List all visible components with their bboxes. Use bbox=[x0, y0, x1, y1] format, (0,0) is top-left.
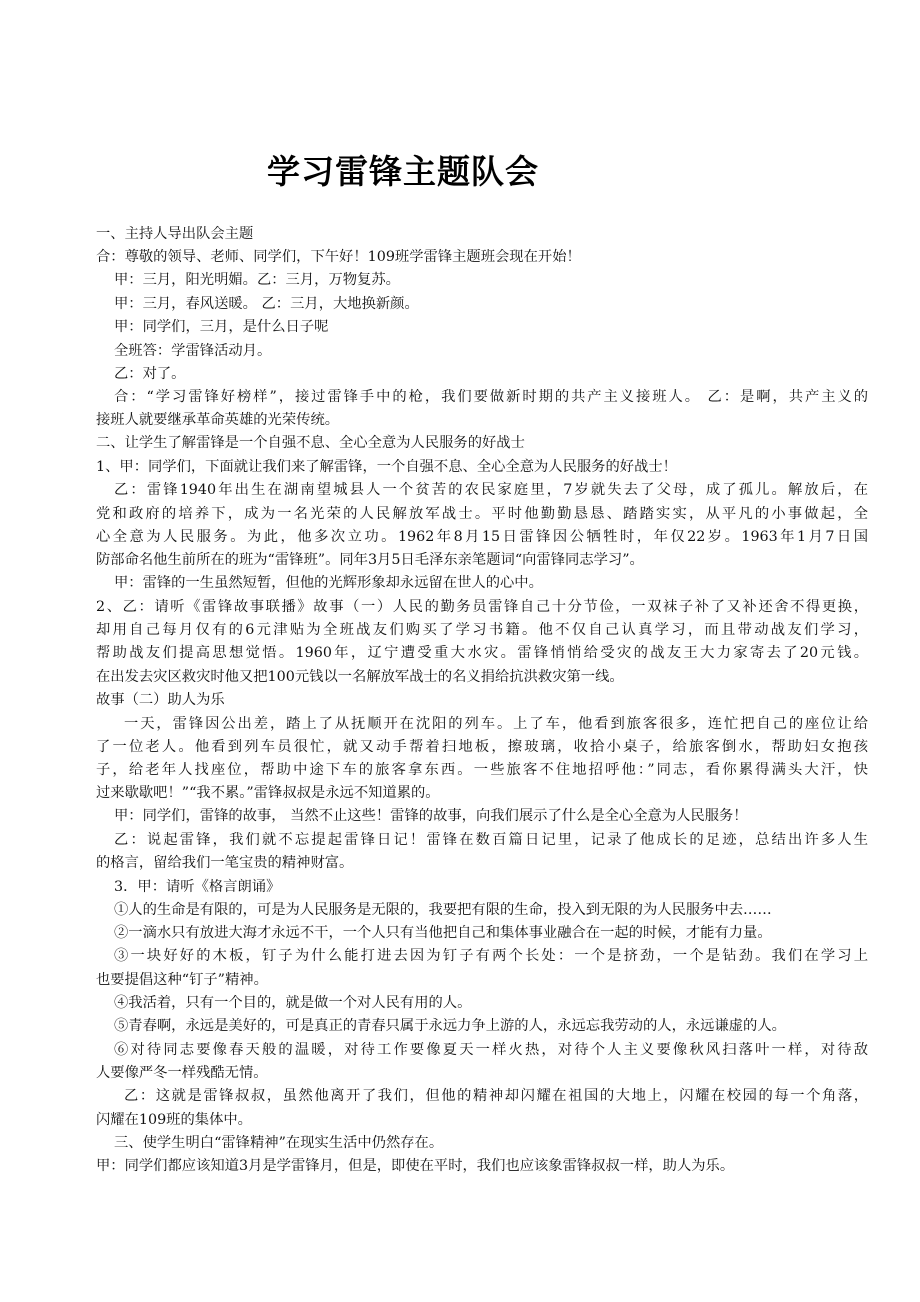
motto-line: ⑤青春啊，永远是美好的，可是真正的青春只属于永远力争上游的人，永远忘我劳动的人，永远谦虚的人。 bbox=[114, 1018, 786, 1034]
text-line: 3．甲：请听《格言朗诵》 bbox=[114, 879, 281, 895]
text-line: 过来歇歇吧！”“我不累。”雷锋叔叔是永远不知道累的。 bbox=[96, 785, 440, 801]
text-line: 党和政府的培养下，成为一名光荣的人民解放军战士。平时他勤勤恳恳、踏踏实实，从平凡的小事做起，全 bbox=[96, 506, 868, 522]
text-line: 子，给老年人找座位，帮助中途下车的旅客拿东西。一些旅客不住地招呼他：”同志，看你累得满头大汗，快 bbox=[96, 762, 868, 778]
text-line: 一天，雷锋因公出差，踏上了从抚顺开在沈阳的列车。上了车，他看到旅客很多，连忙把自己的座位让给 bbox=[124, 716, 868, 732]
text-line: 1、甲：同学们，下面就让我们来了解雷锋，一个自强不息、全心全意为人民服务的好战士！ bbox=[96, 459, 677, 475]
text-line: 闪耀在109班的集体中。 bbox=[96, 1112, 252, 1128]
motto-line: ③一块好好的木板，钉子为什么能打进去因为钉子有两个长处：一个是挤劲，一个是钻劲。我们在学习上 bbox=[114, 948, 868, 964]
text-line: 全班答：学雷锋活动月。 bbox=[114, 343, 272, 359]
text-line: 的格言，留给我们一笔宝贵的精神财富。 bbox=[96, 855, 354, 871]
story-heading: 故事（二）助人为乐 bbox=[96, 692, 225, 708]
motto-line: ①人的生命是有限的，可是为人民服务是无限的，我要把有限的生命，投入到无限的为人民服务中去…… bbox=[114, 902, 772, 918]
text-line: 甲：三月，阳光明媚。乙：三月，万物复苏。 bbox=[114, 272, 400, 288]
text-line: 在出发去灾区救灾时他又把100元钱以一名解放军战士的名义捐给抗洪救灾第一线。 bbox=[96, 669, 624, 685]
section-heading-2: 二、让学生了解雷锋是一个自强不息、全心全意为人民服务的好战士 bbox=[96, 435, 525, 451]
text-line: 甲：同学们都应该知道3月是学雷锋月，但是，即使在平时，我们也应该象雷锋叔叔一样，助人为乐。 bbox=[96, 1158, 735, 1174]
text-line: 合：尊敬的领导、老师、同学们，下午好！109班学雷锋主题班会现在开始！ bbox=[96, 249, 581, 265]
text-line: 人要像严冬一样残酷无情。 bbox=[96, 1065, 268, 1081]
text-line: 防部命名他生前所在的班为“雷锋班”。同年3月5日毛泽东亲笔题词“向雷锋同志学习”。 bbox=[96, 552, 644, 568]
document-title: 学习雷锋主题队会 bbox=[267, 152, 539, 191]
text-line: 了一位老人。他看到列车员很忙，就又动手帮着扫地板，擦玻璃，收拾小桌子，给旅客倒水，帮助妇女抱孩 bbox=[96, 739, 868, 755]
text-line: 乙：雷锋1940年出生在湖南望城县人一个贫苦的农民家庭里，7岁就失去了父母，成了孤儿。解放后，在 bbox=[114, 482, 868, 498]
text-line: 也要提倡这种“钉子”精神。 bbox=[96, 972, 268, 988]
text-line: 心全意为人民服务。为此，他多次立功。1962年8月15日雷锋因公牺牲时，年仅22岁。1963年1月7日国 bbox=[96, 529, 868, 545]
text-line: 乙：这就是雷锋叔叔，虽然他离开了我们，但他的精神却闪耀在祖国的大地上，闪耀在校园的每一个角落， bbox=[124, 1088, 868, 1104]
text-line: 2、乙：请听《雷锋故事联播》故事（一）人民的勤务员雷锋自己十分节俭，一双袜子补了又补还舍不得更换， bbox=[96, 599, 868, 615]
text-line: 接班人就要继承革命英雄的光荣传统。 bbox=[96, 412, 340, 428]
text-line: 乙：说起雷锋，我们就不忘提起雷锋日记！雷锋在数百篇日记里，记录了他成长的足迹，总结出许多人生 bbox=[114, 832, 868, 848]
section-heading-3: 三、使学生明白“雷锋精神”在现实生活中仍然存在。 bbox=[114, 1135, 444, 1151]
motto-line: ④我活着，只有一个目的，就是做一个对人民有用的人。 bbox=[114, 995, 472, 1011]
motto-line: ②一滴水只有放进大海才永远不干，一个人只有当他把自己和集体事业融合在一起的时候，才能有力量。 bbox=[114, 925, 772, 941]
text-line: 甲：雷锋的一生虽然短暂，但他的光辉形象却永远留在世人的心中。 bbox=[114, 575, 543, 591]
text-line: 甲：同学们，三月，是什么日子呢 bbox=[114, 319, 329, 335]
text-line: 帮助战友们提高思想觉悟。1960年，辽宁遭受重大水灾。雷锋悄悄给受灾的战友王大力家寄去了20元钱。 bbox=[96, 645, 868, 661]
text-line: 甲：三月，春风送暖。 乙：三月，大地换新颜。 bbox=[114, 296, 419, 312]
text-line: 合：“学习雷锋好榜样”，接过雷锋手中的枪，我们要做新时期的共产主义接班人。 乙：是啊，共产主义的 bbox=[114, 389, 868, 405]
text-line: 乙：对了。 bbox=[114, 366, 186, 382]
text-line: 甲：同学们，雷锋的故事， 当然不止这些！雷锋的故事，向我们展示了什么是全心全意为人民服务！ bbox=[114, 808, 748, 824]
section-heading-1: 一、主持人导出队会主题 bbox=[96, 226, 254, 242]
motto-line: ⑥对待同志要像春天般的温暖，对待工作要像夏天一样火热，对待个人主义要像秋风扫落叶一样，对待敌 bbox=[114, 1042, 868, 1058]
text-line: 却用自己每月仅有的6元津贴为全班战友们购买了学习书籍。他不仅自己认真学习，而且带动战友们学习， bbox=[96, 622, 868, 638]
